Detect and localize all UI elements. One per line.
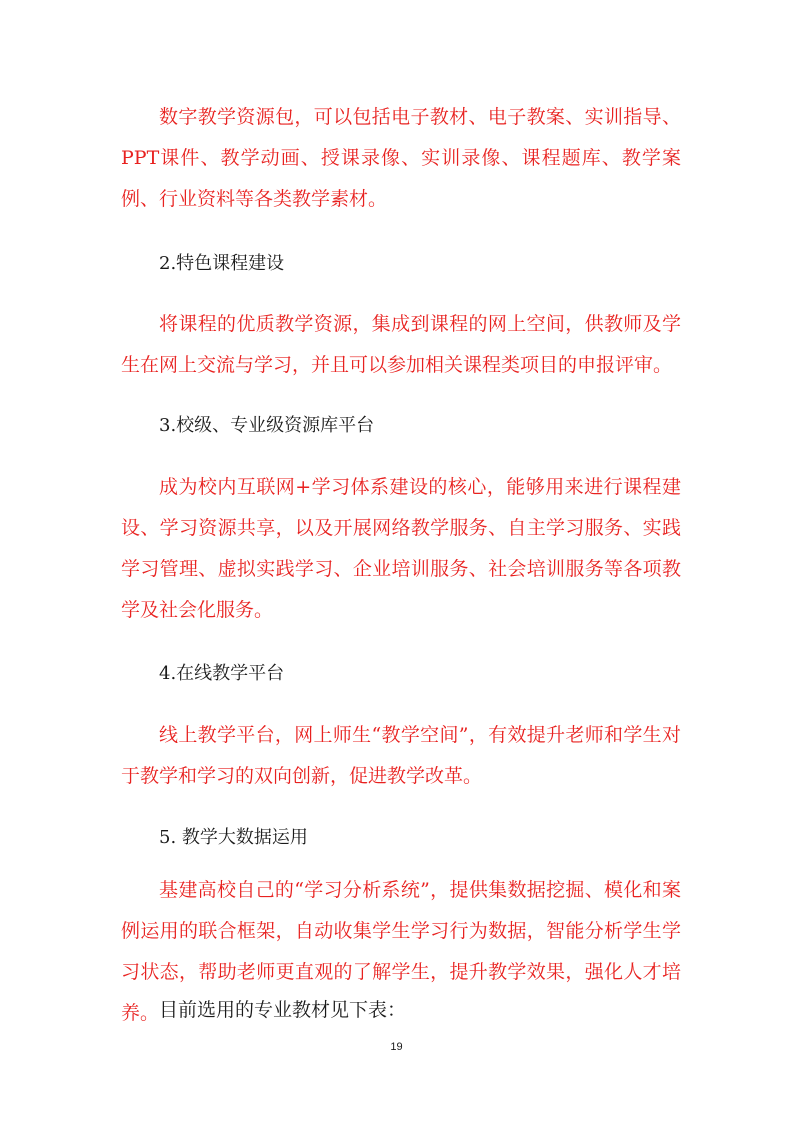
paragraph-featured-course: 将课程的优质教学资源，集成到课程的网上空间，供教师及学生在网上交流与学习，并且可以参加相关课程类项目的申报评审。 <box>121 313 681 376</box>
paragraph-resource-package: 数字教学资源包，可以包括电子教材、电子教案、实训指导、PPT课件、教学动画、授课录像、实训录像、课程题库、教学案例、行业资料等各类教学素材。 <box>121 106 681 210</box>
paragraph-big-data: 基建高校自己的“学习分析系统”，提供集数据挖掘、模化和案例运用的联合框架，自动收集学生学习行为数据，智能分析学生学习状态，帮助老师更直观的了解学生，提升教学效果，强化人才培养。 <box>121 879 681 1024</box>
paragraph-textbook-intro: 目前选用的专业教材见下表： <box>159 999 407 1021</box>
heading-resource-library-platform: 3.校级、专业级资源库平台 <box>159 415 375 436</box>
paragraph-online-teaching-platform: 线上教学平台，网上师生“教学空间”，有效提升老师和学生对于教学和学习的双向创新，促进教学改革。 <box>121 724 681 787</box>
heading-big-data: 5. 教学大数据运用 <box>159 827 308 848</box>
heading-online-teaching-platform: 4.在线教学平台 <box>159 663 285 684</box>
heading-featured-course: 2.特色课程建设 <box>159 253 285 274</box>
paragraph-resource-library-platform: 成为校内互联网+学习体系建设的核心，能够用来进行课程建设、学习资源共享，以及开展网络教学服务、自主学习服务、实践学习管理、虚拟实践学习、企业培训服务、社会培训服务等各项教学及社会化服务。 <box>121 476 681 621</box>
page-number: 19 <box>390 1041 403 1053</box>
